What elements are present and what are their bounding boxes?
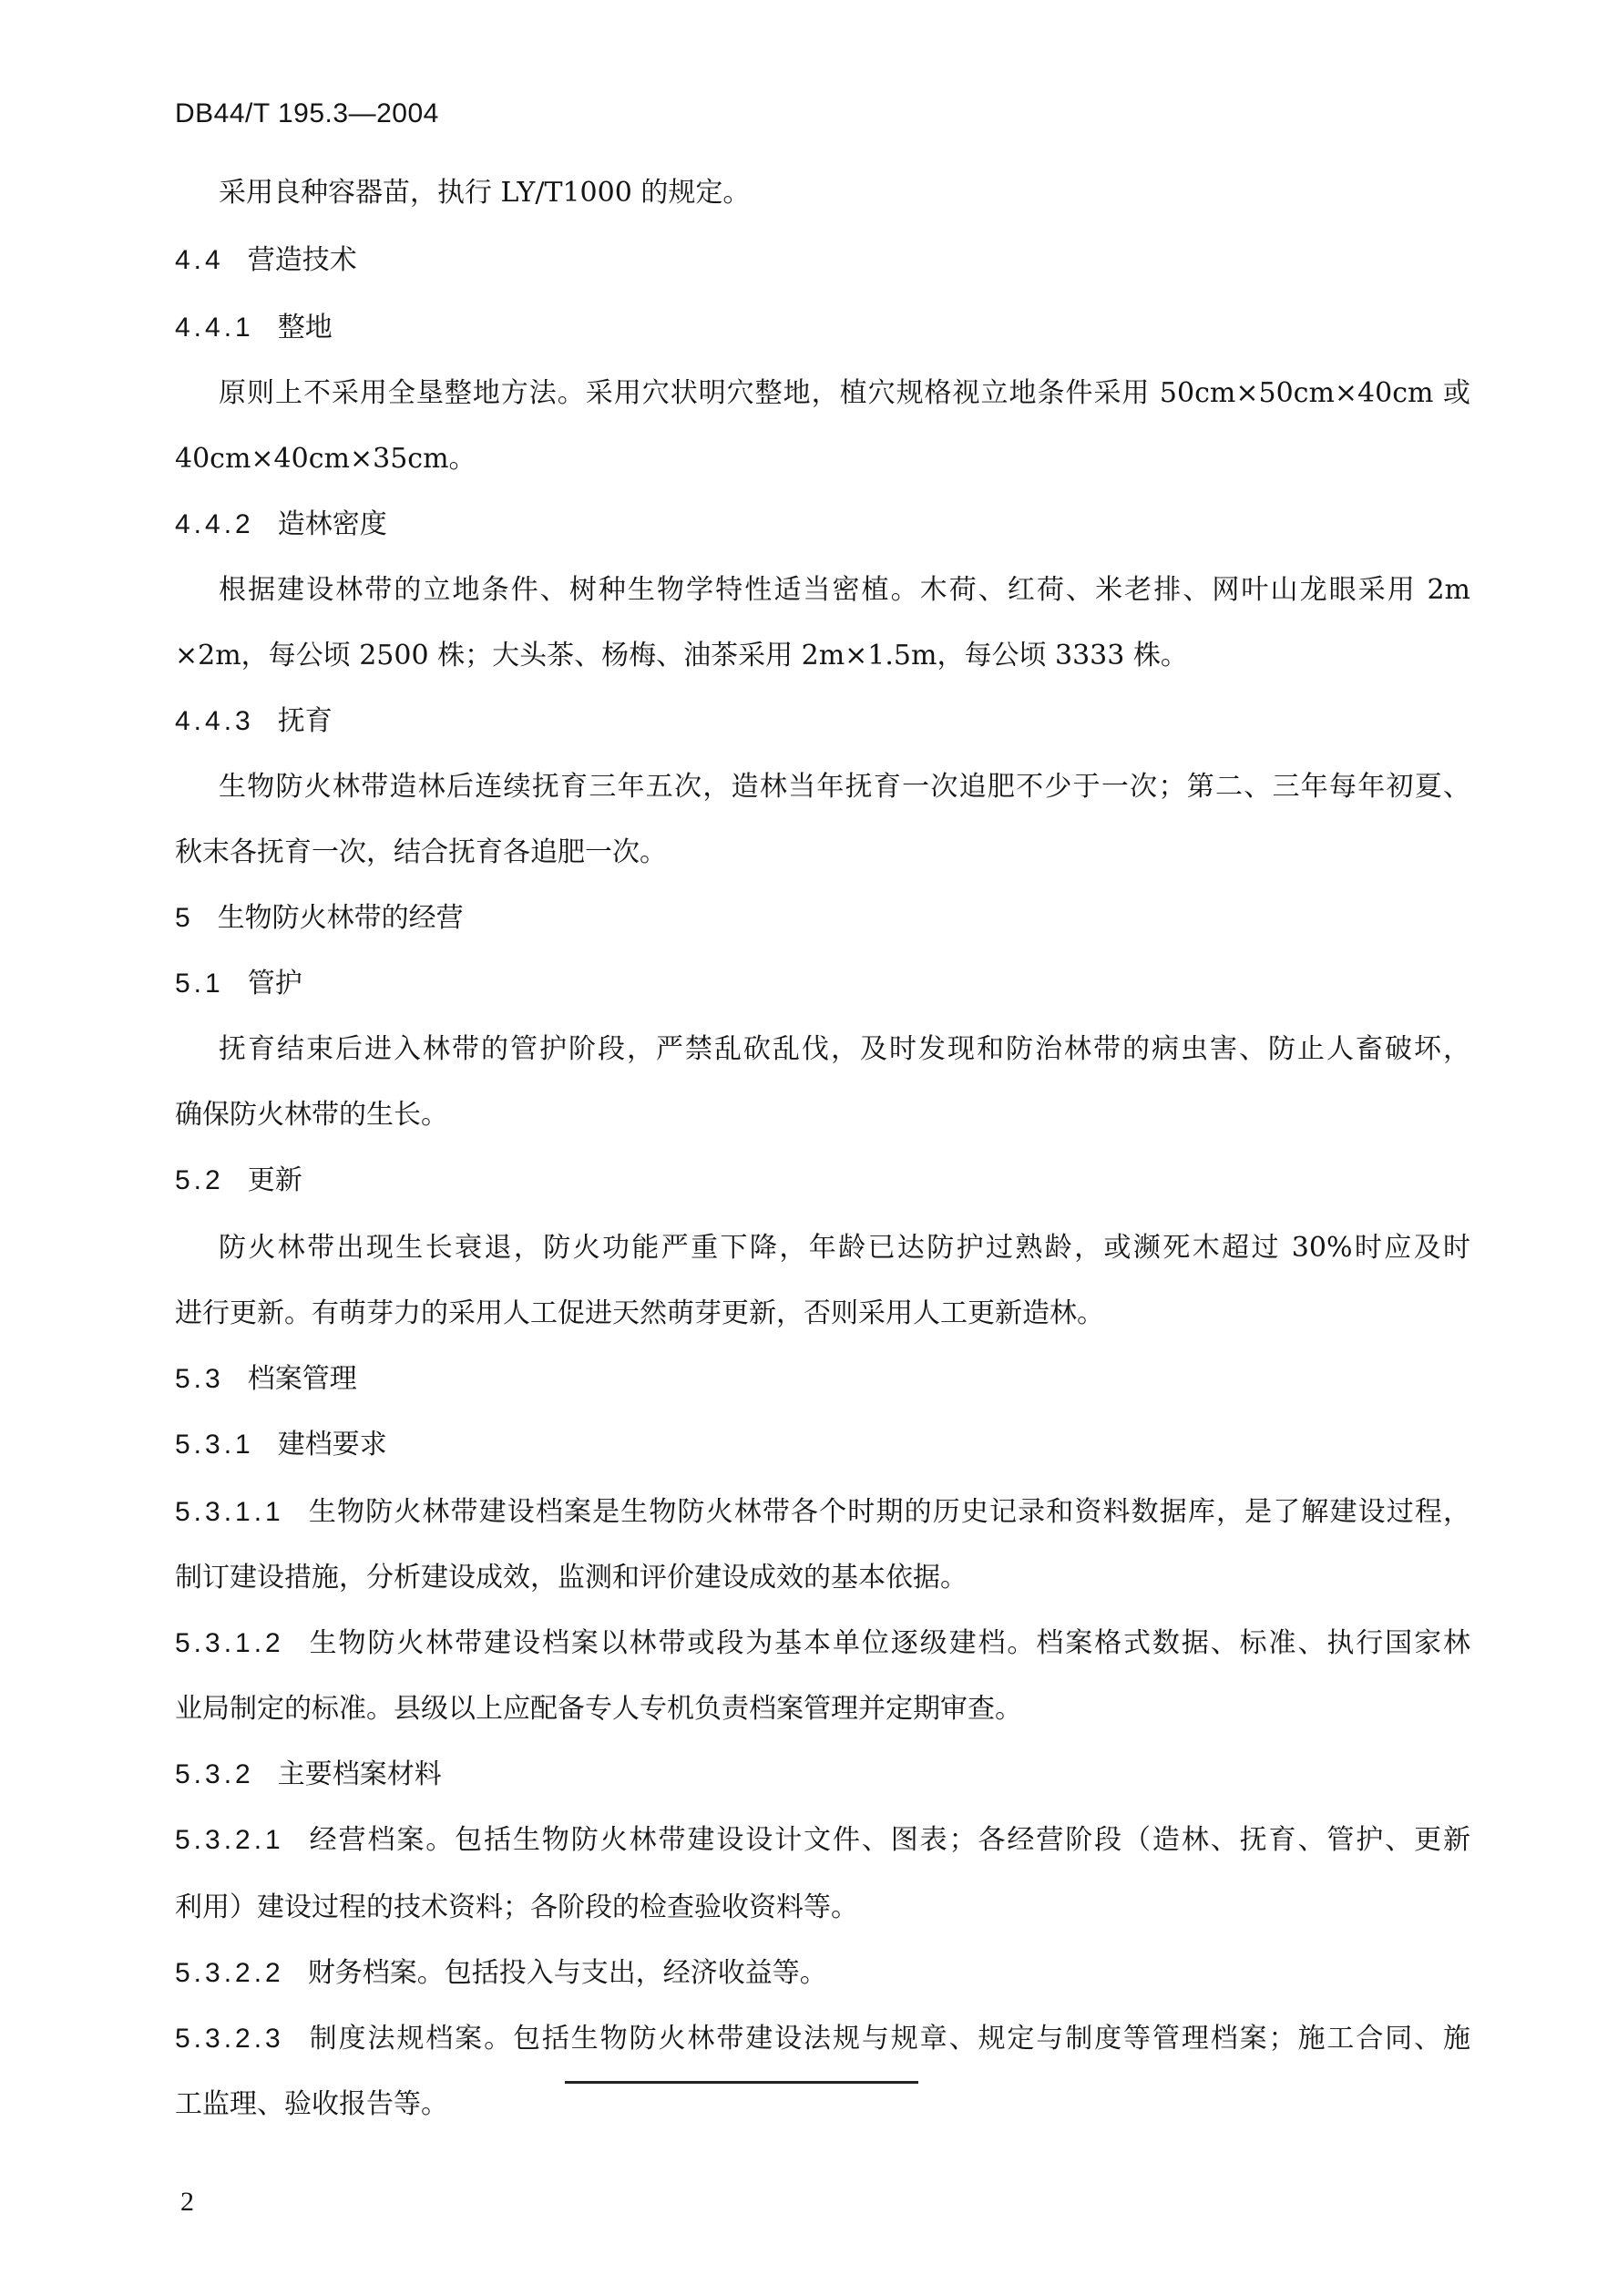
section-number: 5.3.2.2 — [175, 1958, 284, 1988]
section-title: 档案管理 — [247, 1363, 357, 1395]
section-title: 整地 — [277, 312, 333, 343]
paragraph-line: 根据建设林带的立地条件、树种生物学特性适当密植。木荷、红荷、米老排、网叶山龙眼采用 2m — [219, 574, 1470, 606]
page-number: 2 — [180, 2187, 194, 2217]
continuation-line: ×2m，每公顷 2500 株；大头茶、杨梅、油茶采用 2m×1.5m，每公顷 3333 株。 — [175, 640, 1188, 671]
section-number: 5.3 — [175, 1364, 224, 1394]
document-code-header: DB44/T 195.3—2004 — [175, 98, 439, 128]
paragraph-line: 防火林带出现生长衰退，防火功能严重下降，年龄已达防护过熟龄，或濒死木超过 30%时应及时 — [219, 1232, 1470, 1264]
section-number: 4.4 — [175, 245, 224, 275]
section-number: 5.3.1.1 — [175, 1497, 284, 1527]
section-number: 5.3.1.2 — [175, 1628, 284, 1658]
section-heading — [175, 507, 387, 543]
section-heading — [175, 2021, 1470, 2057]
section-number: 5.3.2.3 — [175, 2024, 284, 2054]
continuation-line: 制订建设措施，分析建设成效，监测和评价建设成效的基本依据。 — [175, 1562, 968, 1594]
section-title: 财务档案。包括投入与支出，经济收益等。 — [307, 1957, 827, 1989]
section-heading — [175, 1625, 1470, 1662]
paragraph-line: 原则上不采用全垦整地方法。采用穴状明穴整地，植穴规格视立地条件采用 50cm×50cm×40cm 或 — [219, 377, 1470, 409]
section-number: 5.1 — [175, 969, 224, 999]
section-title: 建档要求 — [277, 1429, 387, 1461]
continuation-line: 确保防火林带的生长。 — [175, 1099, 448, 1131]
continuation-line: 进行更新。有萌芽力的采用人工促进天然萌芽更新，否则采用人工更新造林。 — [175, 1297, 1104, 1329]
section-title: 营造技术 — [247, 244, 357, 276]
section-heading — [175, 1822, 1470, 1859]
section-number: 5.2 — [175, 1165, 224, 1195]
section-number: 5.3.2 — [175, 1759, 254, 1789]
section-heading — [175, 703, 333, 740]
section-heading — [175, 1361, 357, 1398]
paragraph-line: 采用良种容器苗，执行 LY/T1000 的规定。 — [219, 177, 751, 209]
section-number: 5.3.2.1 — [175, 1825, 284, 1855]
continuation-line: 业局制定的标准。县级以上应配备专人专机负责档案管理并定期审查。 — [175, 1693, 1022, 1725]
section-heading — [175, 1757, 442, 1793]
section-heading — [175, 310, 333, 346]
section-title: 更新 — [247, 1164, 302, 1196]
section-title: 生物防火林带建设档案以林带或段为基本单位逐级建档。档案格式数据、标准、执行国家林 — [307, 1627, 1470, 1659]
section-number: 4.4.3 — [175, 706, 254, 736]
continuation-line: 利用）建设过程的技术资料；各阶段的检查验收资料等。 — [175, 1891, 858, 1923]
section-number: 4.4.1 — [175, 313, 254, 343]
section-number: 5.3.1 — [175, 1430, 254, 1460]
section-title: 经营档案。包括生物防火林带建设设计文件、图表；各经营阶段（造林、抚育、管护、更新 — [307, 1824, 1470, 1856]
section-number: 5 — [175, 903, 194, 933]
paragraph-line: 生物防火林带造林后连续抚育三年五次，造林当年抚育一次追肥不少于一次；第二、三年每年初夏、 — [219, 771, 1470, 803]
end-of-document-rule — [565, 2081, 918, 2084]
continuation-line: 工监理、验收报告等。 — [175, 2088, 448, 2120]
continuation-line: 秋末各抚育一次，结合抚育各追肥一次。 — [175, 836, 667, 868]
paragraph-line: 抚育结束后进入林带的管护阶段，严禁乱砍乱伐，及时发现和防治林带的病虫害、防止人畜破坏， — [219, 1033, 1470, 1065]
section-title: 制度法规档案。包括生物防火林带建设法规与规章、规定与制度等管理档案；施工合同、施 — [307, 2023, 1470, 2055]
section-title: 生物防火林带的经营 — [217, 902, 464, 934]
section-heading — [175, 1955, 827, 1992]
section-title: 生物防火林带建设档案是生物防火林带各个时期的历史记录和资料数据库，是了解建设过程， — [307, 1496, 1470, 1528]
continuation-line: 40cm×40cm×35cm。 — [175, 443, 476, 475]
section-heading — [175, 1494, 1470, 1531]
section-number: 4.4.2 — [175, 509, 254, 539]
section-heading — [175, 966, 302, 1002]
section-title: 抚育 — [277, 705, 333, 737]
section-title: 主要档案材料 — [277, 1758, 442, 1790]
section-heading — [175, 900, 464, 937]
section-heading — [175, 1427, 387, 1463]
section-heading — [175, 242, 357, 279]
section-heading — [175, 1163, 302, 1199]
section-title: 管护 — [247, 968, 302, 999]
section-title: 造林密度 — [277, 508, 387, 540]
